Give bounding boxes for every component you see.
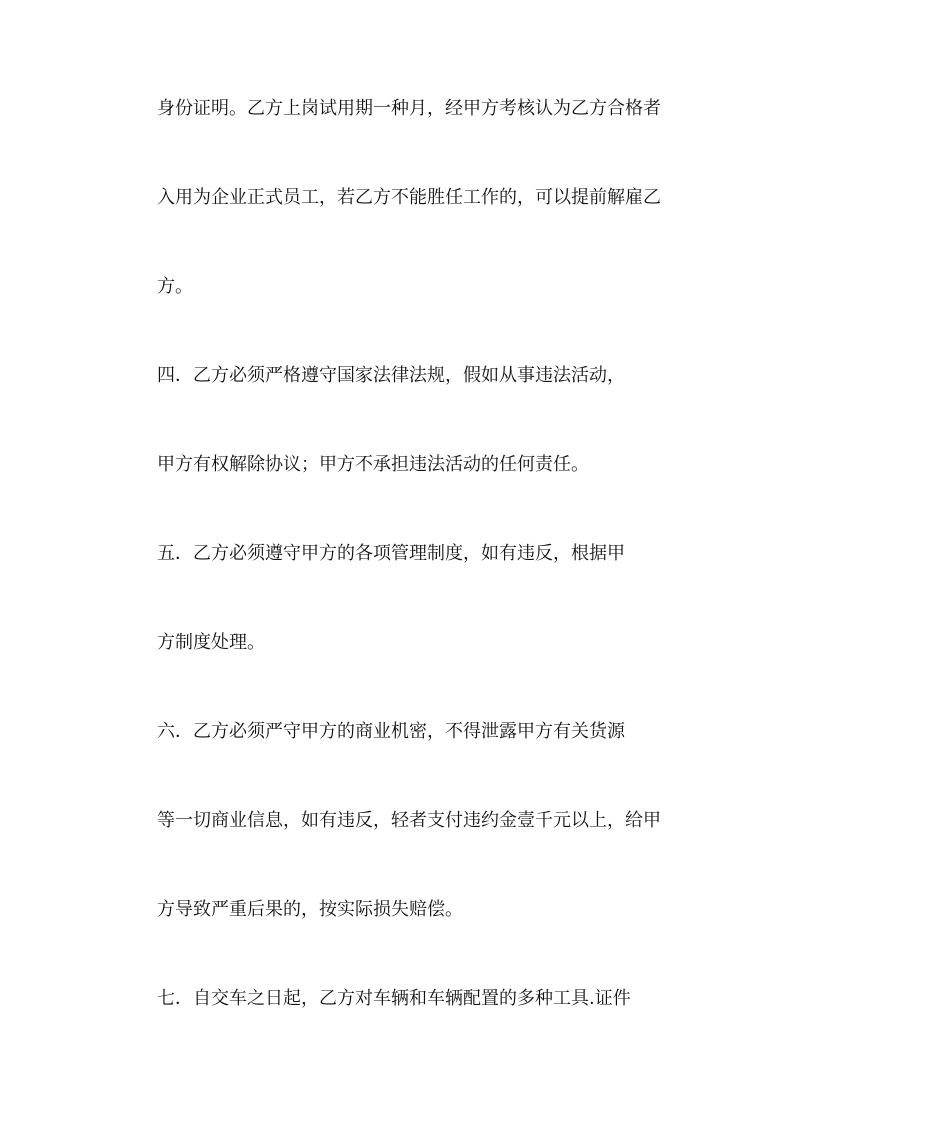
text-line: 入用为企业正式员工，若乙方不能胜任工作的，可以提前解雇乙 — [157, 187, 661, 208]
text-line: 等一切商业信息，如有违反，轻者支付违约金壹千元以上，给甲 — [157, 810, 661, 831]
text-line: 方制度处理。 — [157, 632, 265, 653]
clause-six-line: 六．乙方必须严守甲方的商业机密，不得泄露甲方有关货源 — [157, 721, 625, 742]
text-line: 甲方有权解除协议；甲方不承担违法活动的任何责任。 — [157, 454, 589, 475]
text-line: 方导致严重后果的，按实际损失赔偿。 — [157, 899, 463, 920]
text-line: 身份证明。乙方上岗试用期一种月，经甲方考核认为乙方合格者 — [157, 98, 661, 119]
clause-five-line: 五．乙方必须遵守甲方的各项管理制度，如有违反，根据甲 — [157, 543, 625, 564]
text-line: 方。 — [157, 276, 193, 297]
clause-four-line: 四．乙方必须严格遵守国家法律法规，假如从事违法活动， — [157, 365, 625, 386]
clause-seven-line: 七．自交车之日起，乙方对车辆和车辆配置的多种工具.证件 — [157, 988, 631, 1009]
